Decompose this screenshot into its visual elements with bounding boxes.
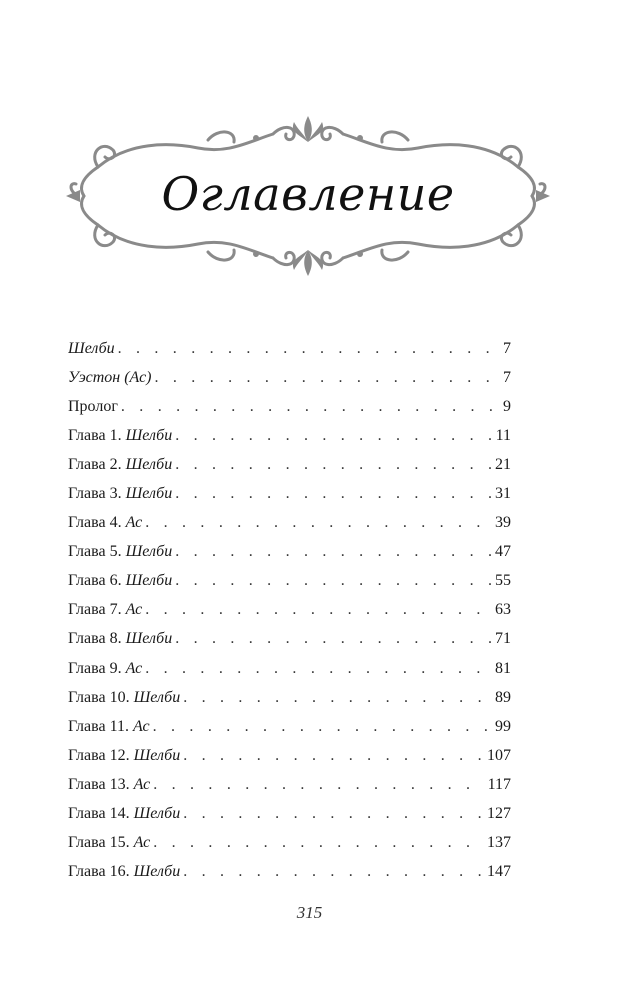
dot-leader bbox=[155, 369, 501, 387]
toc-entry-page: 7 bbox=[503, 339, 511, 357]
toc-entry bbox=[68, 829, 511, 858]
toc-entry-prefix: Глава 15. bbox=[68, 834, 134, 852]
toc-entry bbox=[68, 450, 511, 479]
toc-entry-prefix: Глава 9. bbox=[68, 659, 126, 677]
toc-entry-name: Шелби bbox=[125, 455, 173, 473]
toc-entry-label bbox=[68, 456, 172, 474]
page-title: Оглавление bbox=[161, 167, 455, 221]
toc-entry bbox=[68, 479, 511, 508]
dot-leader bbox=[145, 514, 492, 532]
toc-entry-page: 31 bbox=[495, 485, 511, 503]
toc-entry-name: Шелби bbox=[125, 485, 173, 503]
toc-entry-page: 71 bbox=[495, 630, 511, 648]
toc-entry-page: 89 bbox=[495, 688, 511, 706]
toc-entry-prefix: Глава 11. bbox=[68, 717, 133, 735]
toc-entry bbox=[68, 800, 511, 829]
toc-entry-prefix: Глава 14. bbox=[68, 805, 134, 823]
toc-entry-name: Шелби bbox=[133, 805, 181, 823]
toc-entry-page: 147 bbox=[487, 863, 511, 881]
toc-entry-name: Шелби bbox=[125, 572, 173, 590]
toc-entry-prefix: Глава 8. bbox=[68, 630, 126, 648]
dot-leader bbox=[145, 660, 492, 678]
toc-entry-label bbox=[68, 834, 150, 852]
toc-entry-page: 63 bbox=[495, 601, 511, 619]
toc-entry-prefix: Глава 5. bbox=[68, 543, 126, 561]
toc-entry-name: Ас bbox=[125, 659, 143, 677]
toc-entry bbox=[68, 683, 511, 712]
toc-entry-label bbox=[68, 369, 152, 387]
toc-entry-name: Шелби bbox=[68, 339, 115, 357]
toc-entry-name: Ас bbox=[133, 775, 151, 793]
toc-entry-label bbox=[68, 572, 172, 590]
toc-entry-label bbox=[68, 514, 142, 532]
toc-entry-prefix: Глава 3. bbox=[68, 485, 126, 503]
toc-entry-label bbox=[68, 601, 142, 619]
toc-entry-page: 11 bbox=[495, 426, 511, 444]
dot-leader bbox=[118, 340, 500, 358]
toc-entry-name: Ас bbox=[133, 834, 151, 852]
dot-leader bbox=[153, 718, 492, 736]
dot-leader bbox=[183, 863, 484, 881]
toc-entry-label bbox=[68, 427, 172, 445]
dot-leader bbox=[175, 456, 492, 474]
dot-leader bbox=[183, 805, 484, 823]
toc-entry-label bbox=[68, 340, 115, 358]
toc-entry-label bbox=[68, 630, 172, 648]
toc-entry-label bbox=[68, 718, 150, 736]
toc-entry-name: Шелби bbox=[125, 630, 173, 648]
toc-entry-label bbox=[68, 863, 180, 881]
toc-entry-prefix: Глава 2. bbox=[68, 455, 126, 473]
dot-leader bbox=[183, 689, 492, 707]
toc-entry-label bbox=[68, 689, 180, 707]
toc-entry-prefix: Глава 1. bbox=[68, 426, 126, 444]
toc-entry bbox=[68, 741, 511, 770]
toc-entry bbox=[68, 567, 511, 596]
toc-entry-label bbox=[68, 485, 172, 503]
dot-leader bbox=[175, 572, 492, 590]
toc-entry-name: Шелби bbox=[125, 426, 173, 444]
toc-entry-name: Шелби bbox=[133, 746, 181, 764]
toc-entry-label bbox=[68, 747, 180, 765]
ornamental-frame bbox=[58, 112, 558, 280]
toc-entry-page: 7 bbox=[503, 368, 511, 386]
toc-entry bbox=[68, 858, 511, 887]
toc-entry-page: 47 bbox=[495, 543, 511, 561]
dot-leader bbox=[153, 776, 484, 794]
toc-entry-prefix: Глава 10. bbox=[68, 688, 134, 706]
toc-entry-label bbox=[68, 398, 118, 416]
toc-entry bbox=[68, 392, 511, 421]
dot-leader bbox=[175, 543, 492, 561]
toc-entry bbox=[68, 625, 511, 654]
toc-entry bbox=[68, 421, 511, 450]
toc-entry bbox=[68, 538, 511, 567]
toc-entry-page: 21 bbox=[495, 455, 511, 473]
dot-leader bbox=[145, 601, 492, 619]
toc-entry bbox=[68, 363, 511, 392]
toc-entry-prefix: Глава 4. bbox=[68, 514, 126, 532]
toc-entry-name: Шелби bbox=[133, 688, 181, 706]
toc-entry-prefix: Глава 12. bbox=[68, 746, 134, 764]
toc-entry-page: 9 bbox=[503, 397, 511, 415]
toc-entry-label bbox=[68, 660, 142, 678]
toc-entry-name: Ас bbox=[125, 601, 143, 619]
toc-entry-page: 81 bbox=[495, 659, 511, 677]
dot-leader bbox=[121, 398, 500, 416]
toc-entry-page: 137 bbox=[487, 834, 511, 852]
toc-entry-prefix: Глава 13. bbox=[68, 775, 134, 793]
toc-entry-prefix: Пролог bbox=[68, 397, 118, 415]
toc-entry-name: Шелби bbox=[133, 863, 181, 881]
toc-entry-label bbox=[68, 543, 172, 561]
dot-leader bbox=[175, 630, 492, 648]
toc-entry-page: 39 bbox=[495, 514, 511, 532]
toc-entry-prefix: Глава 16. bbox=[68, 863, 134, 881]
toc-entry-page: 99 bbox=[495, 717, 511, 735]
toc-entry-label bbox=[68, 805, 180, 823]
dot-leader bbox=[175, 427, 492, 445]
toc-entry bbox=[68, 770, 511, 799]
toc-entry-name: Ас bbox=[125, 514, 143, 532]
toc-entry-name: Ас bbox=[132, 717, 150, 735]
toc-entry bbox=[68, 596, 511, 625]
toc-entry-page: 127 bbox=[487, 805, 511, 823]
toc-entry bbox=[68, 712, 511, 741]
dot-leader bbox=[183, 747, 484, 765]
toc-entry-prefix: Глава 6. bbox=[68, 572, 126, 590]
toc-entry-page: 117 bbox=[487, 775, 511, 793]
dot-leader bbox=[153, 834, 484, 852]
toc-entry bbox=[68, 654, 511, 683]
toc-entry-page: 55 bbox=[495, 572, 511, 590]
toc-entry-name: Уэстон (Ас) bbox=[68, 368, 152, 386]
toc-entry-name: Шелби bbox=[125, 543, 173, 561]
toc-entry-label bbox=[68, 776, 150, 794]
toc-entry bbox=[68, 334, 511, 363]
dot-leader bbox=[175, 485, 492, 503]
toc-entry-prefix: Глава 7. bbox=[68, 601, 126, 619]
table-of-contents bbox=[68, 334, 511, 887]
page-number: 315 bbox=[296, 903, 323, 922]
toc-entry-page: 107 bbox=[487, 746, 511, 764]
toc-entry bbox=[68, 509, 511, 538]
